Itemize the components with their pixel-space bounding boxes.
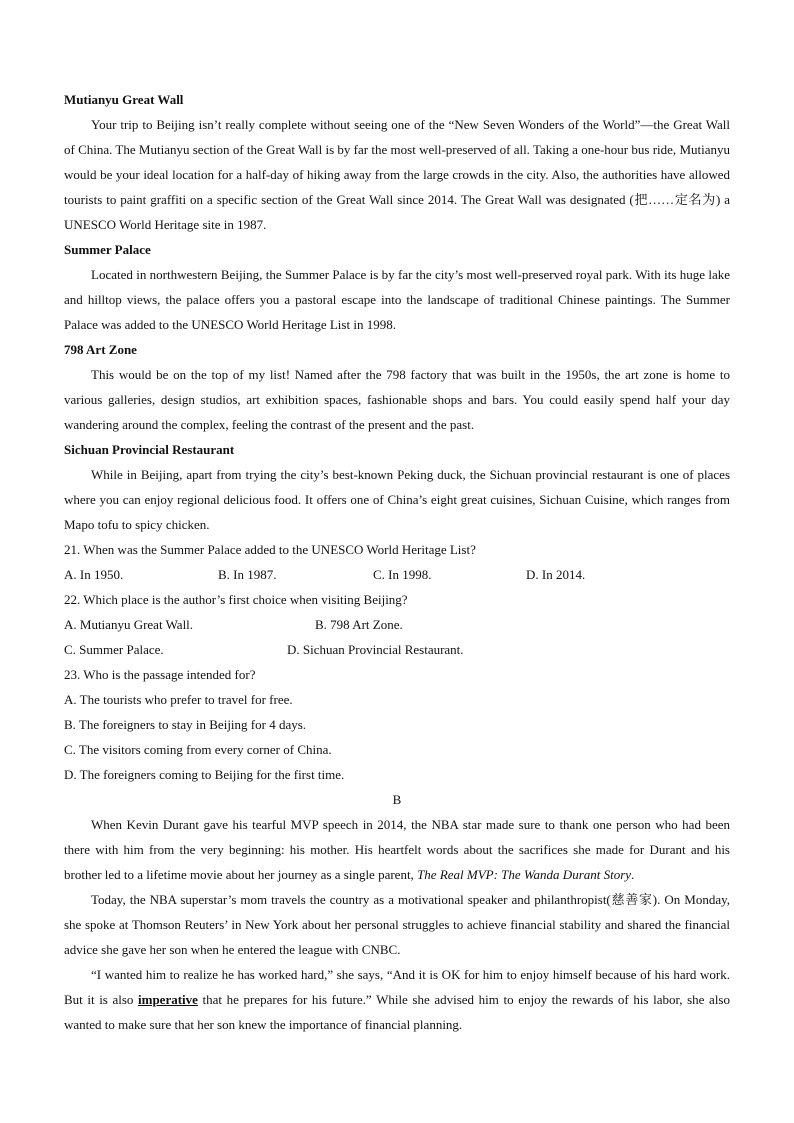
passage-b-p3-start: “I wanted him to realize he has worked hard,” she says, “And it is OK for him to enjoy himself because of his hard work. But it is also <box>64 967 730 1007</box>
option-23-a: A. The tourists who prefer to travel for free. <box>64 692 293 707</box>
option-23-b: B. The foreigners to stay in Beijing for 4 days. <box>64 717 307 732</box>
question-23-stem: 23. Who is the passage intended for? <box>64 667 256 682</box>
question-21-options <box>64 562 730 587</box>
question-21-stem: 21. When was the Summer Palace added to the UNESCO World Heritage List? <box>64 542 476 557</box>
section-title-summer-palace: Summer Palace <box>64 242 151 257</box>
question-22-options-row1 <box>64 612 730 637</box>
section-text-mutianyu: Your trip to Beijing isn’t really complete without seeing one of the “New Seven Wonders of the World”—the Great Wall of China. The Mutianyu section of the Great Wall is by far the most well-preserved of all. Taking a one-hour bus ride, Mutianyu would be your ideal location for a half-day of hiking away from the large crowds in the city. Also, the authorities have allowed tourists to paint graffiti on a specific section of the Great Wall since 2014. The Great Wall was designated (把……定名为) a UNESCO World Heritage site in 1987. <box>64 117 730 232</box>
question-22-options-row2 <box>64 637 730 662</box>
keyword-imperative: imperative <box>138 992 198 1007</box>
section-title-sichuan-restaurant: Sichuan Provincial Restaurant <box>64 442 235 457</box>
option-23-c: C. The visitors coming from every corner of China. <box>64 742 332 757</box>
option-22-c: C. Summer Palace. <box>64 642 164 657</box>
option-21-c: C. In 1998. <box>373 567 432 582</box>
section-text-summer-palace: Located in northwestern Beijing, the Summer Palace is by far the city’s most well-preserved royal park. With its huge lake and hilltop views, the palace offers you a pastoral escape into the landscape of traditional Chinese paintings. The Summer Palace was added to the UNESCO World Heritage List in 1998. <box>64 267 730 332</box>
option-21-b: B. In 1987. <box>218 567 277 582</box>
passage-b-paragraph-2: Today, the NBA superstar’s mom travels the country as a motivational speaker and philanthropist(慈善家). On Monday, she spoke at Thomson Reuters’ in New York about her personal struggles to achieve financial stability and shared the financial advice she gave her son when he entered the league with CNBC. <box>64 892 730 957</box>
option-22-b: B. 798 Art Zone. <box>315 617 403 632</box>
passage-b-p3-end: that he prepares for his future.” While she advised him to enjoy the rewards of his labor, she also wanted to make sure that her son knew the importance of financial planning. <box>64 992 730 1032</box>
option-22-d: D. Sichuan Provincial Restaurant. <box>287 642 464 657</box>
option-23-d: D. The foreigners coming to Beijing for the first time. <box>64 767 345 782</box>
option-21-a: A. In 1950. <box>64 567 124 582</box>
passage-b-p1-text: When Kevin Durant gave his tearful MVP speech in 2014, the NBA star made sure to thank one person who had been there with him from the very beginning: his mother. His heartfelt words about the sacrifices she made for Durant and his brother led to a lifetime movie about her journey as a single parent, <box>64 817 730 882</box>
passage-b-label: B <box>392 792 402 807</box>
section-title-mutianyu: Mutianyu Great Wall <box>64 92 184 107</box>
option-22-a: A. Mutianyu Great Wall. <box>64 617 194 632</box>
passage-b-paragraph-1 <box>64 812 730 887</box>
passage-b-paragraph-3 <box>64 962 730 1037</box>
section-title-798-art-zone: 798 Art Zone <box>64 342 137 357</box>
section-text-sichuan-restaurant: While in Beijing, apart from trying the city’s best-known Peking duck, the Sichuan provincial restaurant is one of places where you can enjoy regional delicious food. It offers one of China’s eight great cuisines, Sichuan Cuisine, which ranges from Mapo tofu to spicy chicken. <box>64 467 730 532</box>
question-22-stem: 22. Which place is the author’s first choice when visiting Beijing? <box>64 592 408 607</box>
passage-b-p1-end: . <box>631 867 635 882</box>
movie-title: The Real MVP: The Wanda Durant Story <box>417 867 632 882</box>
option-21-d: D. In 2014. <box>526 567 586 582</box>
section-text-798-art-zone: This would be on the top of my list! Named after the 798 factory that was built in the 1950s, the art zone is home to various galleries, design studios, art exhibition spaces, fashionable shops and bars. You could easily spend half your day wandering around the complex, feeling the contrast of the present and the past. <box>64 367 730 432</box>
